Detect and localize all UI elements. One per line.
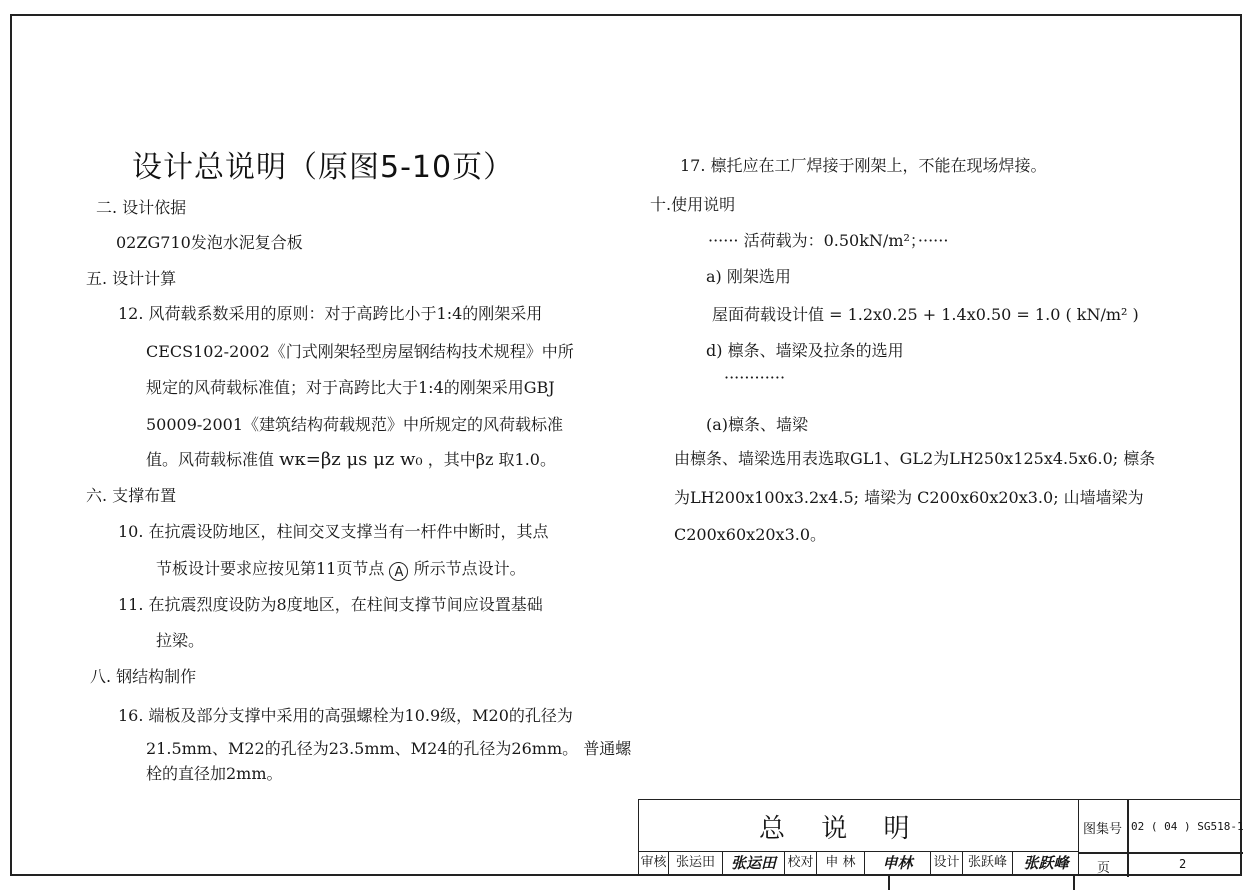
section-8-item-16-line-1: 16. 端板及部分支撑中采用的高强螺栓为10.9级，M20的孔径为 [118,706,573,725]
section-6-item-10-line-2 [156,558,526,581]
title-block-title: 总 说 明 [759,814,924,844]
drawing-frame-right-edge [1240,14,1242,876]
item-17: 17. 檩托应在工厂焊接于刚架上，不能在现场焊接。 [680,156,1047,175]
section-6-heading: 六. 支撑布置 [86,486,177,505]
design-label: 设计 [931,852,963,876]
review-name: 张运田 [669,852,723,876]
purlin-paragraph-line-3: C200x60x20x3.0。 [674,525,827,544]
roof-load-line: 屋面荷载设计值 = 1.2x0.25 + 1.4x0.50 = 1.0 ( kN/m² ) [712,305,1139,324]
title-block [638,799,1242,876]
section-5-item-12-line-1: 12. 风荷载系数采用的原则：对于高跨比小于1:4的刚架采用 [118,304,543,323]
section-5-heading: 五. 设计计算 [86,269,177,288]
node-a-circle-icon: A [389,562,408,581]
title-block-right [1078,799,1242,876]
section-5-item-12-line-3: 规定的风荷载标准值；对于高跨比大于1:4的刚架采用GBJ [146,378,555,397]
title-block-main [638,799,1078,852]
wind-load-text: 值。风荷载标准值 [146,450,275,469]
check-signature: 申林 [865,852,931,876]
tick-line-right [1073,876,1075,890]
node-ref-tail: 所示节点设计。 [413,559,526,578]
section-5-item-12-line-4: 50009-2001《建筑结构荷载规范》中所规定的风荷载标准 [146,415,564,434]
ellipsis-line: ············ [724,368,786,387]
atlas-label: 图集号 [1083,822,1123,837]
atlas-number: 02 ( 04 ) SG518-1 [1131,820,1244,833]
live-load-line: ······ 活荷载为：0.50kN/m²；······ [708,231,949,250]
purlin-paragraph-line-1: 由檩条、墙梁选用表选取GL1、GL2为LH250x125x4.5x6.0; 檩条 [674,449,1156,468]
check-label: 校对 [785,852,817,876]
purlin-paragraph-line-2: 为LH200x100x3.2x4.5; 墙梁为 C200x60x20x3.0; 山墙墙梁为 [674,488,1144,507]
section-5-item-12-line-2: CECS102-2002《门式刚架轻型房屋钢结构技术规程》中所 [146,342,574,361]
section-5-item-12-line-5 [146,449,556,471]
node-ref-text: 节板设计要求应按见第11页节点 [156,559,385,578]
page-label: 页 [1097,861,1111,876]
section-6-item-11-line-2: 拉梁。 [156,631,205,650]
tick-line-left [888,876,890,890]
section-8-item-16-line-2: 21.5mm、M22的孔径为23.5mm、M24的孔径为26mm。 普通螺 [146,739,632,758]
purlin-selection-heading: d) 檩条、墙梁及拉条的选用 [706,341,904,360]
wind-load-text-tail: ，其中βz 取1.0。 [427,450,556,469]
section-8-heading: 八. 钢结构制作 [90,667,197,686]
purlin-subheading: (a)檩条、墙梁 [706,415,809,434]
wind-load-formula: wκ=βz μs μz w₀ [279,449,423,470]
section-6-item-11-line-1: 11. 在抗震烈度设防为8度地区，在柱间支撑节间应设置基础 [118,595,543,614]
review-label: 审核 [639,852,669,876]
section-2-body: 02ZG710发泡水泥复合板 [116,233,303,252]
right-divider-h [1079,852,1243,854]
section-8-item-16-line-3: 栓的直径加2mm。 [146,764,283,783]
title-block-signature-row [638,852,1078,876]
check-name: 申 林 [817,852,865,876]
design-signature: 张跃峰 [1023,854,1069,872]
page-number: 2 [1179,857,1187,871]
section-6-item-10-line-1: 10. 在抗震设防地区，柱间交叉支撑当有一杆件中断时，其点 [118,522,549,541]
design-name: 张跃峰 [963,852,1013,876]
section-2-heading: 二. 设计依据 [96,198,187,217]
section-10-heading: 十.使用说明 [650,195,736,214]
review-signature: 张运田 [723,852,785,876]
page-title: 设计总说明（原图5-10页） [132,150,515,185]
right-divider-v [1127,800,1129,877]
frame-selection-heading: a) 刚架选用 [706,267,791,286]
